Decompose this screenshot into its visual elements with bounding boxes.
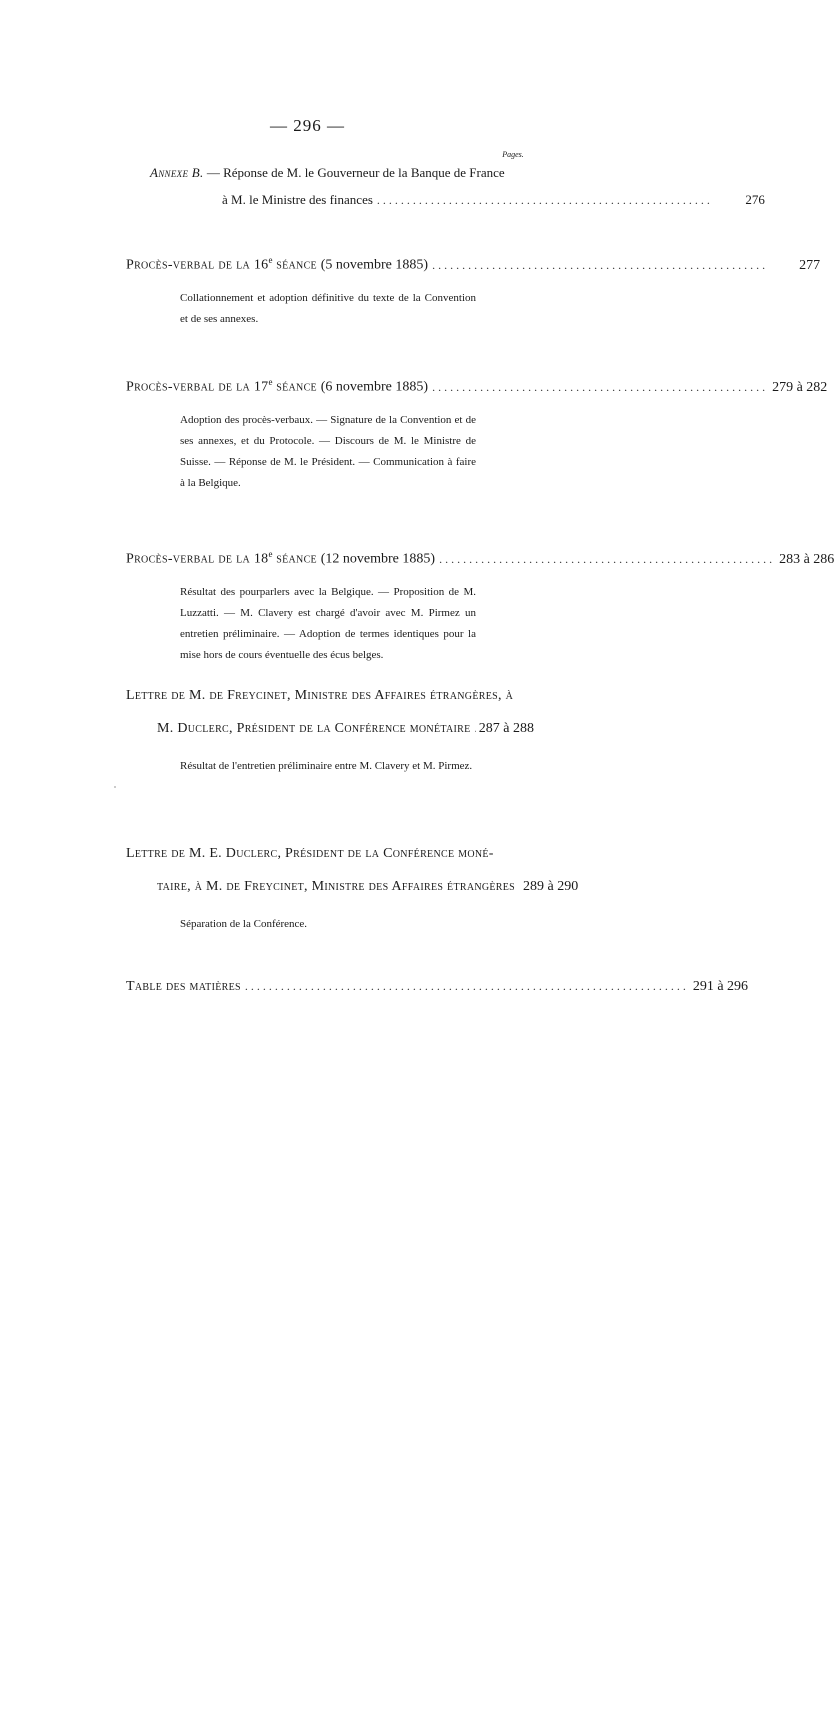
annex-line-1 <box>150 163 534 183</box>
letter2-description: Séparation de la Conférence. <box>180 918 308 930</box>
toc-entry-table <box>126 976 749 997</box>
letter1-description: Résultat de l'entretien préliminaire entre M. Clavery et M. Pirmez. <box>180 760 473 772</box>
letter1-line-1: Lettre de M. de Freycinet, Ministre des Affaires étrangères, à <box>126 688 514 703</box>
scan-speck <box>114 786 116 788</box>
toc-entry-18 <box>126 544 834 570</box>
toc-entry-17 <box>126 372 828 398</box>
annex-label: Annexe B. <box>150 165 204 180</box>
letter2-line-1: Lettre de M. E. Duclerc, Président de la Conférence moné- <box>126 846 494 861</box>
annex-pages: 276 <box>745 192 765 207</box>
pages-column-header: Pages. <box>502 150 524 159</box>
leader-dots: ........................................................ <box>439 551 776 566</box>
entry-description: Adoption des procès-verbaux. — Signature de la Convention et de ses annexes, et du Protocole. — Discours de M. le Ministre de Suisse. — Réponse de M. le Président. — Communication à faire à la Belgique. <box>180 414 476 489</box>
leader-dots: ........................................................ <box>432 257 769 272</box>
entry-title: Procès-verbal de la 16e séance (5 novembre 1885) <box>126 255 429 273</box>
annex-text-1: — Réponse de M. le Gouverneur de la Banque de France <box>206 165 505 180</box>
letter1-line-2 <box>157 718 534 739</box>
entry-pages: 283 à 286 <box>779 551 834 567</box>
entry-title: Procès-verbal de la 17e séance (6 novembre 1885) <box>126 377 429 395</box>
toc-entry-16 <box>126 250 821 276</box>
letter1-text-2: M. Duclerc, Président de la Conférence monétaire <box>157 721 471 736</box>
letter1-pages: 287 à 288 <box>478 721 534 736</box>
leader-dots: ........................................................ <box>376 193 713 207</box>
leader-dots: .......................................................................... <box>244 979 689 993</box>
annex-text-2: à M. le Ministre des finances <box>222 192 373 207</box>
letter2-text-2: taire, à M. de Freycinet, Ministre des Affaires étrangères <box>157 879 516 894</box>
table-label: Table des matières <box>126 979 241 994</box>
entry-description: Collationnement et adoption définitive du texte de la Convention et de ses annexes. <box>180 292 476 325</box>
annex-line-2 <box>222 190 765 210</box>
entry-title: Procès-verbal de la 18e séance (12 novembre 1885) <box>126 549 436 567</box>
entry-pages: 279 à 282 <box>772 379 828 395</box>
page-number: — 296 — <box>270 116 345 135</box>
letter2-line-2 <box>157 876 579 897</box>
table-pages: 291 à 296 <box>692 979 749 994</box>
letter2-pages: 289 à 290 <box>523 879 579 894</box>
entry-pages: 277 <box>799 257 821 273</box>
entry-description: Résultat des pourparlers avec la Belgique. — Proposition de M. Luzzatti. — M. Clavery est chargé d'avoir avec M. Pirmez un entretien préliminaire. — Adoption de termes identiques pour la mise hors de cours éventuelle des écus belges. <box>180 586 476 661</box>
leader-dots: ........................................................ <box>432 379 769 394</box>
